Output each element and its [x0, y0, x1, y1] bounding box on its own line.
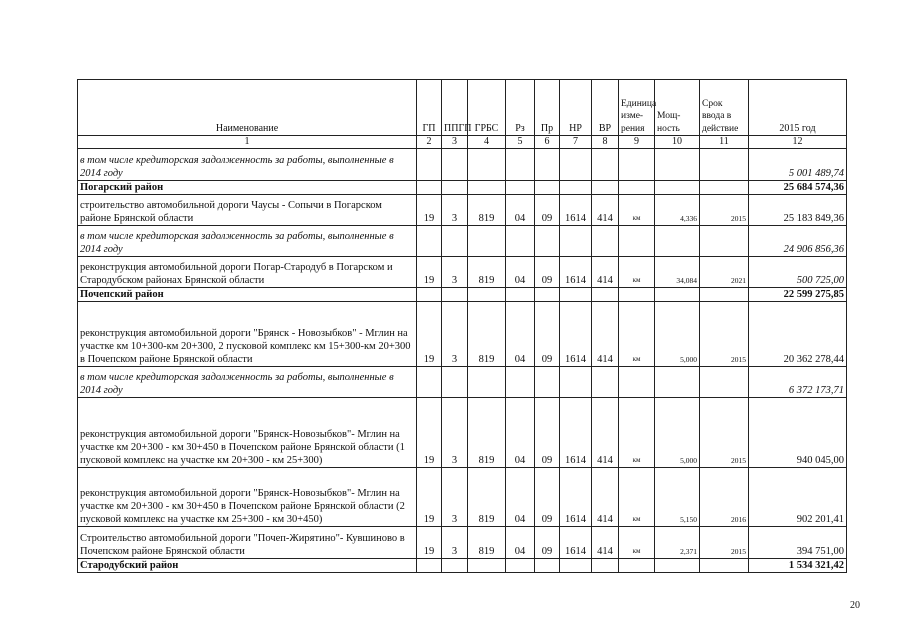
- cell-gp-empty: [417, 367, 442, 398]
- cell-pr-empty: [535, 367, 560, 398]
- cell-ppg-empty: [442, 367, 468, 398]
- col-num: 2: [417, 136, 442, 149]
- cell-term: 2016: [700, 468, 749, 527]
- header-ppg: ППГП: [442, 80, 468, 136]
- cell-rz-empty: [506, 226, 535, 257]
- header-power: Мощ-ность: [655, 80, 700, 136]
- header-vr: ВР: [592, 80, 619, 136]
- row-sum: 1 534 321,42: [749, 559, 847, 573]
- cell-ppg-empty: [442, 181, 468, 195]
- table-row: [78, 302, 847, 367]
- col-num: 1: [78, 136, 417, 149]
- cell-vr-empty: [592, 181, 619, 195]
- row-name: в том числе кредиторская задолженность за работы, выполненные в 2014 году: [78, 367, 417, 398]
- row-name: Почепский район: [78, 288, 417, 302]
- row-name: реконструкция автомобильной дороги "Брянск-Новозыбков"- Мглин на участке км 20+300 - км 30+450 в Почепском районе Брянской области (1 пусковой комплекс на участке км 20+300 - км 25+300): [78, 398, 417, 468]
- cell-pr: 09: [535, 398, 560, 468]
- cell-unit: км: [619, 302, 655, 367]
- cell-unit-empty: [619, 559, 655, 573]
- cell-ppg-empty: [442, 149, 468, 181]
- col-num: 12: [749, 136, 847, 149]
- col-num: 4: [468, 136, 506, 149]
- cell-term-empty: [700, 288, 749, 302]
- cell-gp-empty: [417, 149, 442, 181]
- cell-power: 2,371: [655, 527, 700, 559]
- header-gp: ГП: [417, 80, 442, 136]
- row-name: Стародубский район: [78, 559, 417, 573]
- header-unit: Единица изме-рения: [619, 80, 655, 136]
- cell-unit: км: [619, 398, 655, 468]
- row-sum: 500 725,00: [749, 257, 847, 288]
- cell-rz: 04: [506, 257, 535, 288]
- cell-vr: 414: [592, 195, 619, 226]
- cell-unit-empty: [619, 288, 655, 302]
- cell-ppg: 3: [442, 257, 468, 288]
- cell-grbs-empty: [468, 288, 506, 302]
- header-pr: Пр: [535, 80, 560, 136]
- row-name: в том числе кредиторская задолженность за работы, выполненные в 2014 году: [78, 149, 417, 181]
- subtotal-row: [78, 149, 847, 181]
- cell-unit-empty: [619, 367, 655, 398]
- cell-rz: 04: [506, 527, 535, 559]
- cell-rz-empty: [506, 367, 535, 398]
- cell-vr: 414: [592, 257, 619, 288]
- row-sum: 25 183 849,36: [749, 195, 847, 226]
- cell-rz: 04: [506, 195, 535, 226]
- cell-pr-empty: [535, 181, 560, 195]
- table-row: [78, 527, 847, 559]
- cell-ppg-empty: [442, 288, 468, 302]
- cell-nr: 1614: [560, 527, 592, 559]
- district-row: [78, 559, 847, 573]
- row-sum: 25 684 574,36: [749, 181, 847, 195]
- row-sum: 394 751,00: [749, 527, 847, 559]
- row-sum: 22 599 275,85: [749, 288, 847, 302]
- subtotal-row: [78, 226, 847, 257]
- cell-nr: 1614: [560, 468, 592, 527]
- header-rz: Рз: [506, 80, 535, 136]
- row-name: Погарский район: [78, 181, 417, 195]
- cell-ppg-empty: [442, 559, 468, 573]
- row-name: реконструкция автомобильной дороги "Брянск - Новозыбков" - Мглин на участке км 10+300-км 20+300, 2 пусковой комплекс км 15+300-км 20+300 в Почепском районе Брянской области: [78, 302, 417, 367]
- cell-vr-empty: [592, 149, 619, 181]
- cell-ppg: 3: [442, 527, 468, 559]
- cell-term-empty: [700, 559, 749, 573]
- cell-ppg: 3: [442, 468, 468, 527]
- cell-vr: 414: [592, 398, 619, 468]
- cell-unit: км: [619, 257, 655, 288]
- cell-grbs-empty: [468, 559, 506, 573]
- cell-nr-empty: [560, 559, 592, 573]
- cell-rz-empty: [506, 288, 535, 302]
- cell-vr-empty: [592, 226, 619, 257]
- cell-power-empty: [655, 288, 700, 302]
- cell-power: 5,150: [655, 468, 700, 527]
- row-name: в том числе кредиторская задолженность за работы, выполненные в 2014 году: [78, 226, 417, 257]
- cell-term: 2015: [700, 195, 749, 226]
- budget-table: [77, 79, 847, 573]
- header-row: [78, 80, 847, 136]
- cell-vr-empty: [592, 288, 619, 302]
- header-nr: НР: [560, 80, 592, 136]
- cell-unit-empty: [619, 149, 655, 181]
- cell-rz-empty: [506, 559, 535, 573]
- cell-term: 2015: [700, 527, 749, 559]
- header-year: 2015 год: [749, 80, 847, 136]
- cell-gp-empty: [417, 559, 442, 573]
- cell-nr: 1614: [560, 398, 592, 468]
- col-num: 11: [700, 136, 749, 149]
- row-name: Строительство автомобильной дороги "Почеп-Жирятино"- Кувшиново в Почепском районе Брянской области: [78, 527, 417, 559]
- table-row: [78, 398, 847, 468]
- table-row: [78, 468, 847, 527]
- cell-grbs: 819: [468, 195, 506, 226]
- cell-term: 2015: [700, 398, 749, 468]
- column-number-row: [78, 136, 847, 149]
- cell-vr-empty: [592, 367, 619, 398]
- cell-grbs-empty: [468, 226, 506, 257]
- subtotal-row: [78, 367, 847, 398]
- col-num: 6: [535, 136, 560, 149]
- cell-nr-empty: [560, 181, 592, 195]
- cell-grbs: 819: [468, 302, 506, 367]
- col-num: 10: [655, 136, 700, 149]
- cell-nr: 1614: [560, 195, 592, 226]
- row-sum: 6 372 173,71: [749, 367, 847, 398]
- cell-term: 2021: [700, 257, 749, 288]
- cell-pr: 09: [535, 527, 560, 559]
- cell-term-empty: [700, 226, 749, 257]
- col-num: 3: [442, 136, 468, 149]
- cell-gp: 19: [417, 468, 442, 527]
- cell-term-empty: [700, 367, 749, 398]
- cell-pr-empty: [535, 288, 560, 302]
- cell-pr-empty: [535, 149, 560, 181]
- cell-power: 5,000: [655, 398, 700, 468]
- cell-gp-empty: [417, 181, 442, 195]
- cell-gp-empty: [417, 288, 442, 302]
- cell-nr: 1614: [560, 302, 592, 367]
- cell-unit: км: [619, 195, 655, 226]
- cell-term: 2015: [700, 302, 749, 367]
- cell-gp: 19: [417, 527, 442, 559]
- col-num: 9: [619, 136, 655, 149]
- cell-grbs: 819: [468, 468, 506, 527]
- cell-grbs-empty: [468, 367, 506, 398]
- cell-grbs-empty: [468, 181, 506, 195]
- table-row: [78, 257, 847, 288]
- cell-power: 5,000: [655, 302, 700, 367]
- cell-pr: 09: [535, 302, 560, 367]
- page-number: 20: [850, 600, 860, 611]
- cell-vr: 414: [592, 302, 619, 367]
- row-name: строительство автомобильной дороги Чаусы - Сопычи в Погарском районе Брянской области: [78, 195, 417, 226]
- cell-rz-empty: [506, 181, 535, 195]
- cell-rz: 04: [506, 302, 535, 367]
- cell-gp: 19: [417, 195, 442, 226]
- cell-grbs: 819: [468, 527, 506, 559]
- district-row: [78, 288, 847, 302]
- cell-pr-empty: [535, 559, 560, 573]
- cell-gp: 19: [417, 257, 442, 288]
- cell-nr: 1614: [560, 257, 592, 288]
- row-sum: 940 045,00: [749, 398, 847, 468]
- cell-gp-empty: [417, 226, 442, 257]
- row-sum: 20 362 278,44: [749, 302, 847, 367]
- cell-unit: км: [619, 468, 655, 527]
- row-name: реконструкция автомобильной дороги "Брянск-Новозыбков"- Мглин на участке км 20+300 - км 30+450 в Почепском районе Брянской области (2 пусковой комплекс на участке км 25+300 - км 30+450): [78, 468, 417, 527]
- cell-power-empty: [655, 149, 700, 181]
- cell-power-empty: [655, 559, 700, 573]
- col-num: 8: [592, 136, 619, 149]
- row-sum: 902 201,41: [749, 468, 847, 527]
- cell-grbs: 819: [468, 257, 506, 288]
- cell-ppg: 3: [442, 398, 468, 468]
- cell-ppg-empty: [442, 226, 468, 257]
- cell-vr: 414: [592, 468, 619, 527]
- table-row: [78, 195, 847, 226]
- district-row: [78, 181, 847, 195]
- cell-unit-empty: [619, 226, 655, 257]
- row-name: реконструкция автомобильной дороги Погар-Стародуб в Погарском и Стародубском районах Брянской области: [78, 257, 417, 288]
- header-name: Наименование: [78, 80, 417, 136]
- row-sum: 5 001 489,74: [749, 149, 847, 181]
- cell-gp: 19: [417, 398, 442, 468]
- cell-grbs-empty: [468, 149, 506, 181]
- cell-term-empty: [700, 181, 749, 195]
- cell-ppg: 3: [442, 302, 468, 367]
- header-term: Срок ввода в действие: [700, 80, 749, 136]
- cell-power: 34,084: [655, 257, 700, 288]
- cell-nr-empty: [560, 149, 592, 181]
- cell-power: 4,336: [655, 195, 700, 226]
- cell-ppg: 3: [442, 195, 468, 226]
- cell-rz-empty: [506, 149, 535, 181]
- row-sum: 24 906 856,36: [749, 226, 847, 257]
- col-num: 7: [560, 136, 592, 149]
- cell-power-empty: [655, 367, 700, 398]
- cell-vr: 414: [592, 527, 619, 559]
- cell-pr: 09: [535, 257, 560, 288]
- cell-power-empty: [655, 181, 700, 195]
- cell-rz: 04: [506, 398, 535, 468]
- cell-power-empty: [655, 226, 700, 257]
- cell-pr-empty: [535, 226, 560, 257]
- cell-term-empty: [700, 149, 749, 181]
- cell-nr-empty: [560, 288, 592, 302]
- cell-pr: 09: [535, 195, 560, 226]
- cell-rz: 04: [506, 468, 535, 527]
- cell-nr-empty: [560, 226, 592, 257]
- cell-pr: 09: [535, 468, 560, 527]
- cell-gp: 19: [417, 302, 442, 367]
- cell-unit-empty: [619, 181, 655, 195]
- cell-vr-empty: [592, 559, 619, 573]
- cell-grbs: 819: [468, 398, 506, 468]
- cell-unit: км: [619, 527, 655, 559]
- col-num: 5: [506, 136, 535, 149]
- header-grbs: ГРБС: [468, 80, 506, 136]
- cell-nr-empty: [560, 367, 592, 398]
